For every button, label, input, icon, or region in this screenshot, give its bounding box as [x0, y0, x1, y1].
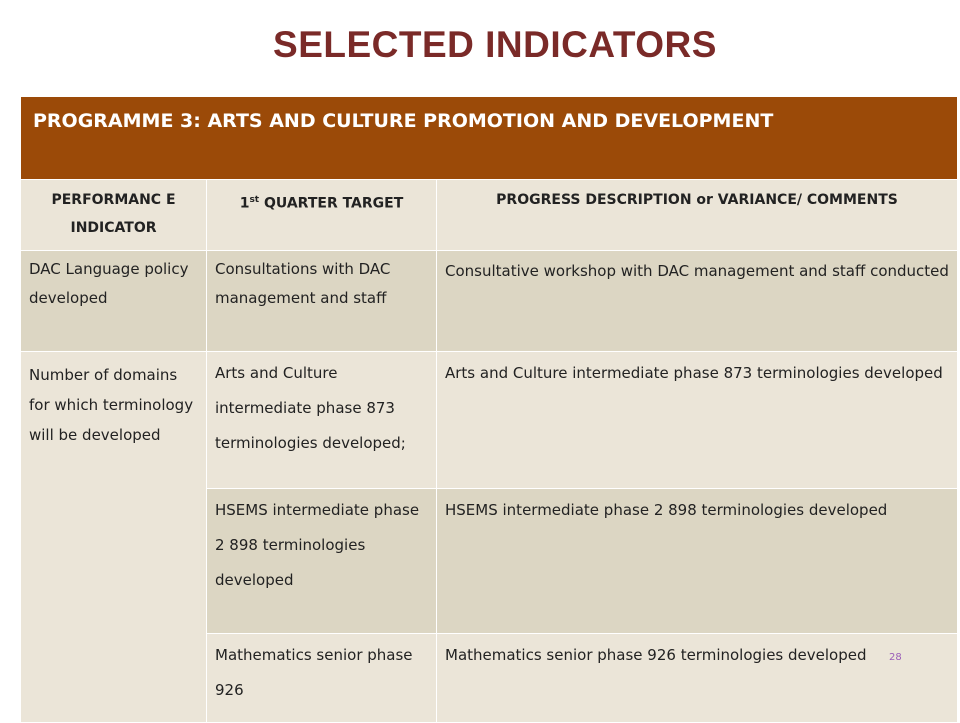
table-row — [21, 251, 958, 352]
programme-header: PROGRAMME 3: ARTS AND CULTURE PROMOTION AND DEVELOPMENT — [21, 97, 958, 180]
target-cell: Consultations with DAC management and staff — [207, 251, 437, 352]
target-cell: Arts and Culture intermediate phase 873 terminologies developed; — [207, 352, 437, 489]
progress-cell: Consultative workshop with DAC management and staff conducted — [437, 251, 958, 352]
indicator-cell: Number of domains for which terminology will be developed — [21, 352, 207, 723]
target-ordinal-suffix: st — [249, 195, 260, 205]
column-header-row — [21, 180, 958, 251]
target-cell: Mathematics senior phase 926 — [207, 634, 437, 723]
column-header-indicator: PERFORMANC E INDICATOR — [21, 180, 207, 251]
indicators-table — [20, 96, 958, 723]
slide-title: SELECTED INDICATORS — [273, 24, 717, 65]
progress-cell: HSEMS intermediate phase 2 898 terminologies developed — [437, 489, 958, 634]
target-ordinal: 1 — [239, 195, 250, 212]
table-row — [21, 352, 958, 489]
progress-cell: Arts and Culture intermediate phase 873 terminologies developed — [437, 352, 958, 489]
page-number: 28 — [889, 652, 902, 663]
indicator-cell: DAC Language policy developed — [21, 251, 207, 352]
column-header-target — [207, 180, 437, 251]
programme-header-row — [21, 97, 958, 180]
progress-cell: Mathematics senior phase 926 terminologies developed — [437, 634, 958, 723]
target-header-rest: QUARTER TARGET — [259, 195, 404, 212]
column-header-progress: PROGRESS DESCRIPTION or VARIANCE/ COMMENTS — [437, 180, 958, 251]
target-cell: HSEMS intermediate phase 2 898 terminologies developed — [207, 489, 437, 634]
